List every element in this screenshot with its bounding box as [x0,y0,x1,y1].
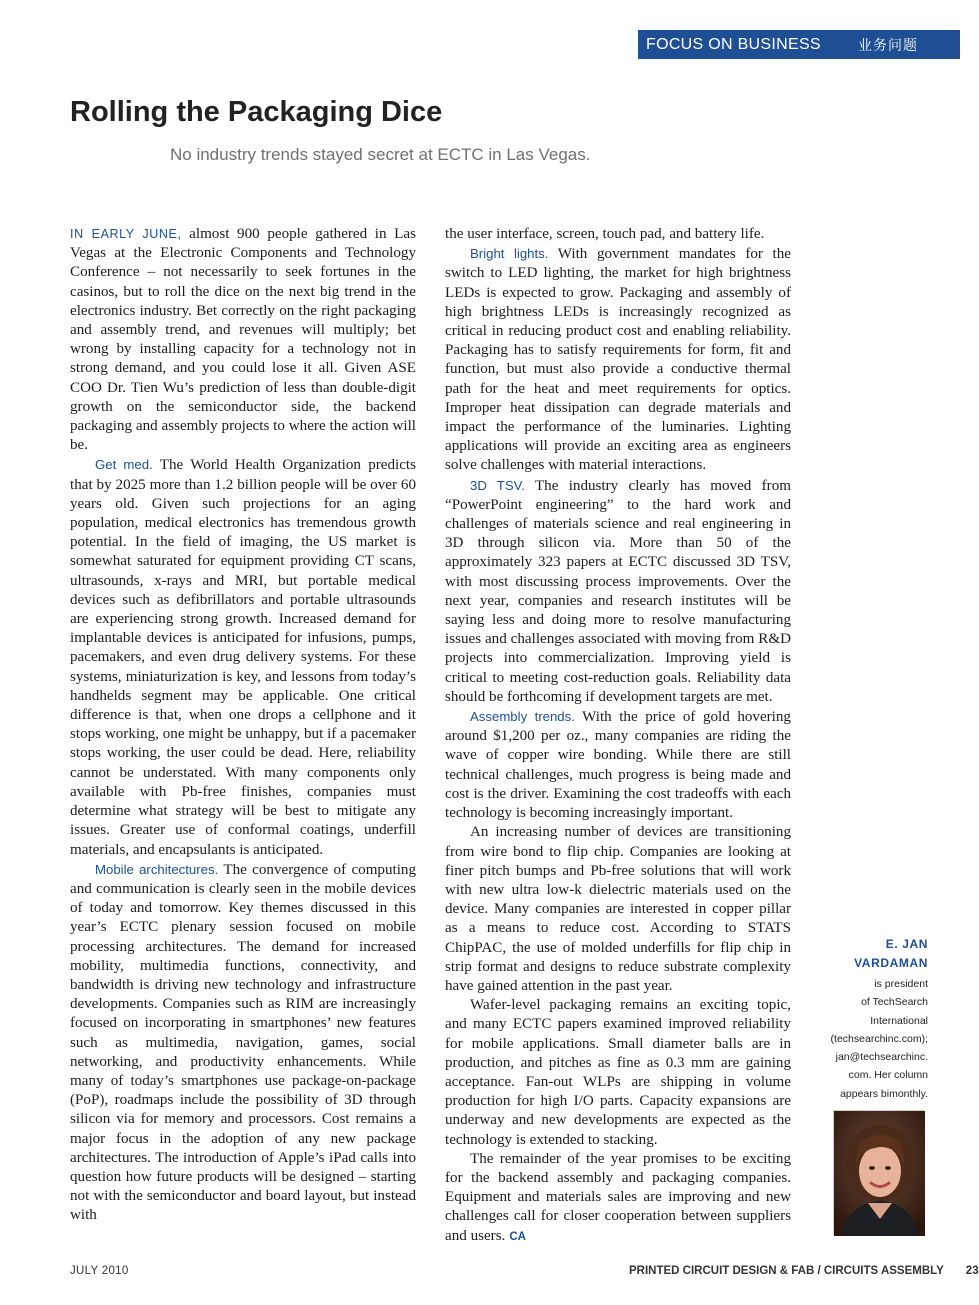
paragraph-remainder [445,1150,791,1247]
paragraph-text: The World Health Organization predicts that by 2025 more than 1.2 billion people will be over 60 years old. Given such projections for an aging population, medical electronics has tremendous growth potential. In the field of imaging, the US market is somewhat saturated for equipment providing CT scans, ultrasounds, x-rays and MRI, but portable medical devices such as defibrillators and portable ultrasounds are experiencing strong growth. Increased demand for implantable devices is anticipated for infusions, pumps, pacemakers, and even drug delivery systems. For these systems, miniaturization is key, and lessons from today’s handhelds segment may be applicable. One critical difference is that, when one drops a cellphone and it stops working, one might be unhappy, but if a pacemaker stops working, the user could be dead. Here, reliability cannot be understated. With many components only available with Pb-free finishes, companies must determine what strategy will be best to mitigate any issues. Greater use of conformal coatings, underfill materials, and encapsulants is anticipated. [70,457,417,858]
author-photo [833,1110,924,1235]
section-banner [638,30,960,59]
end-mark: CA [509,1230,526,1243]
paragraph-intro [70,225,416,455]
section-label: FOCUS ON BUSINESS [646,35,821,53]
paragraph-text: The remainder of the year promises to be exciting for the backend assembly and packaging companies. Equipment and materials sales are improving and new challenges call for closer cooperation between suppliers and users. [445,1150,791,1244]
subhead-assembly-trends: Assembly trends. [470,709,575,725]
author-bio-line: com. Her column [848,1069,928,1082]
article-column-right [445,225,791,1247]
paragraph-text: With the price of gold hovering around $1,200 per oz., many companies are riding the wave of copper wire bonding. While there are still technical challenges, much progress is being made and cost is the driver. Examining the cost tradeoffs with each technology is becoming increasingly important. [445,709,791,822]
paragraph-3d-tsv [445,476,791,707]
author-bio-line: International [870,1014,928,1027]
paragraph-text: almost 900 people gathered in Las Vegas at the Electronic Components and Technology Conference – not necessarily to seek fortunes in the casinos, but to roll the dice on the next big trend in the electronics industry. Bet correctly on the right packaging and assembly trend, and revenues will multiply; bet wrong by installing capacity for a technology not in strong demand, and you could lose it all. Given ASE COO Dr. Tien Wu’s prediction of less than double-digit growth on the semiconductor side, the backend packaging and assembly projects to where the action will be. [70,226,416,454]
author-bio-line: jan@techsearchinc. [835,1051,928,1064]
paragraph-text: The convergence of computing and communication is clearly seen in the mobile devices of today and tomorrow. Key themes discussed in this year’s ECTC plenary session focused on mobile processing architectures. The demand for increased mobility, multimedia functions, connectivity, and bandwidth is driving new technology and infrastructure developments. Companies such as RIM are increasingly focused on incorporating in smartphones’ new features such as multimedia, navigation, games, social networking, and productivity enhancements. While many of today’s smartphones use package-on-package (PoP), roadmaps include the possibility of 3D through silicon via for memory and processors. Cost remains a major focus in the adoption of any new package architectures. The introduction of Apple’s iPad calls into question how future products will be designed – starting not with the semiconductor and board layout, but instead with [70,861,417,1224]
author-name-line2: VARDAMAN [854,956,928,970]
article-subtitle: No industry trends stayed secret at ECTC in Las Vegas. [170,145,591,164]
paragraph-mobile [70,860,416,1226]
subhead-mobile-architectures: Mobile architectures. [95,861,219,877]
subhead-3d-tsv: 3D TSV. [470,477,525,493]
paragraph-text: The industry clearly has moved from “PowerPoint engineering” to the hard work and challenges of materials science and real engineering in 3D through silicon via. More than 50 of the approximately 323 papers at ECTC discussed 3D TSV, with most discussing process improvements. Over the next year, companies and research institutes will be saying less and doing more to resolve manufacturing issues and challenges associated with moving from R&D projects into commercialization. Improving yield is critical to meeting cost-reduction goals. Reliability data should be forthcoming if development targets are met. [445,477,791,705]
paragraph-assembly-trends [445,707,791,823]
paragraph-wafer-level: Wafer-level packaging remains an exciting topic, and many ECTC papers examined improved reliability for mobile applications. Small diameter balls are in production, and pitches as fine as 0.3 mm are gaining acceptance. Fan-out WLPs are shipping in volume production for high I/O parts. Capacity expansions are underway and new developments are expected as the technology is extended to stacking. [445,997,791,1148]
author-bio [826,935,928,1103]
author-name-line1: E. JAN [885,937,928,951]
paragraph-text: With government mandates for the switch to LED lighting, the market for high brightness LEDs is expected to grow. Packaging and assembly of high brightness LEDs is increasingly recognized as critical in reducing product cost and enabling reliability. Packaging has to satisfy requirements for form, fit and function, but must also provide a conductive thermal path for the heat and meet requirements for optics. Improper heat dissipation can degrade materials and impact the performance of the luminaries. Lighting applications will provide an exciting area as engineers solve challenges with material interactions. [445,246,791,474]
page-number: 23 [965,1265,979,1277]
paragraph-flip-chip: An increasing number of devices are transitioning from wire bond to flip chip. Companies are looking at finer pitch bumps and Pb-free solutions that will work with new ultra low-k dielectric materials used on the device. Many companies are interested in copper pillar as a means to reduce cost. According to STATS ChipPAC, the use of molded underfills for flip chip in strip format and designs to reduce substrate complexity have gained attention in the past year. [445,824,791,994]
author-bio-line: appears bimonthly. [840,1087,928,1100]
author-bio-line: of TechSearch [861,996,928,1009]
paragraph-bright-lights [445,244,791,475]
lead-in: IN EARLY JUNE, [70,227,182,241]
article-title: Rolling the Packaging Dice [70,96,443,128]
footer-publication [629,1264,979,1278]
author-bio-line: (techsearchinc.com); [830,1032,928,1045]
author-bio-line: is president [874,978,928,990]
publication-name: PRINTED CIRCUIT DESIGN & FAB / CIRCUITS ASSEMBLY [629,1265,944,1277]
article-column-left [70,225,416,1226]
section-label-chinese: 业务问题 [858,38,918,54]
paragraph-mobile-continued: the user interface, screen, touch pad, and battery life. [445,226,765,242]
footer-date: JULY 2010 [70,1265,129,1277]
subhead-bright-lights: Bright lights. [470,246,549,262]
paragraph-medical [70,455,416,859]
subhead-get-med: Get med. [95,457,153,473]
author-portrait-icon [834,1111,925,1236]
